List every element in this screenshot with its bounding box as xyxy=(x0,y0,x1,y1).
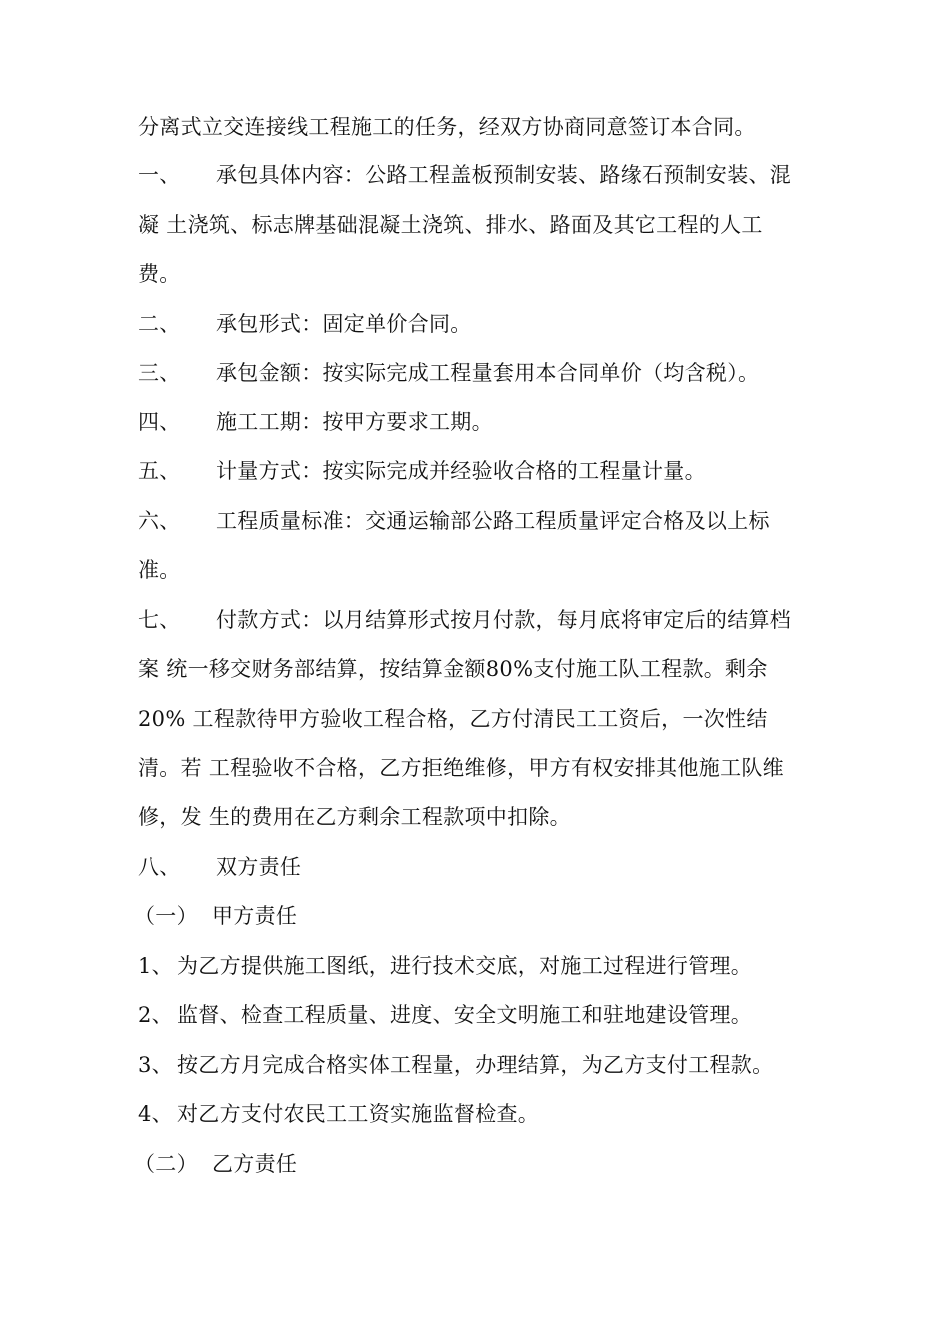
clause-number: 三、 xyxy=(138,361,181,385)
clause-7-line-4: 清。若 工程验收不合格，乙方拒绝维修，甲方有权安排其他施工队维 xyxy=(138,756,784,780)
clause-5 xyxy=(138,457,706,485)
clause-number: 一、 xyxy=(138,163,181,187)
clause-text: 承包形式：固定单价合同。 xyxy=(216,312,472,336)
clause-6-line-2: 准。 xyxy=(138,558,181,582)
clause-4 xyxy=(138,408,493,436)
clause-number: 五、 xyxy=(138,459,181,483)
item-text: 对乙方支付农民工工资实施监督检查。 xyxy=(177,1102,540,1126)
clause-text: 双方责任 xyxy=(216,855,302,879)
clause-1-line-3: 费。 xyxy=(138,262,181,286)
clause-number: 六、 xyxy=(138,509,181,533)
item-number: 1、 xyxy=(138,954,173,978)
intro-line: 分离式立交连接线工程施工的任务，经双方协商同意签订本合同。 xyxy=(138,115,756,139)
clause-3 xyxy=(138,359,759,387)
clause-1-line-2: 凝 土浇筑、标志牌基础混凝土浇筑、排水、路面及其它工程的人工 xyxy=(138,213,763,237)
clause-7-line-1 xyxy=(138,606,791,634)
item-number: 3、 xyxy=(138,1053,173,1077)
party-b-heading xyxy=(134,1150,298,1178)
clause-7-line-2: 案 统一移交财务部结算，按结算金额80%支付施工队工程款。剩余 xyxy=(138,657,768,681)
party-a-item-1 xyxy=(138,952,752,980)
clause-number: 八、 xyxy=(138,855,181,879)
party-a-item-3 xyxy=(138,1051,773,1079)
clause-7-line-3: 20% 工程款待甲方验收工程合格，乙方付清民工工资后，一次性结 xyxy=(138,707,768,731)
clause-number: 七、 xyxy=(138,608,181,632)
party-a-item-4 xyxy=(138,1100,539,1128)
clause-number: 二、 xyxy=(138,312,181,336)
clause-7-line-5: 修，发 生的费用在乙方剩余工程款项中扣除。 xyxy=(138,805,571,829)
clause-2 xyxy=(138,310,472,338)
section-number: （一） xyxy=(134,904,198,928)
section-number: （二） xyxy=(134,1152,198,1176)
party-a-heading xyxy=(134,902,298,930)
clause-text: 付款方式：以月结算形式按月付款，每月底将审定后的结算档 xyxy=(216,608,792,632)
section-title: 甲方责任 xyxy=(212,904,298,928)
clause-text: 工程质量标准：交通运输部公路工程质量评定合格及以上标 xyxy=(216,509,770,533)
clause-text: 承包金额：按实际完成工程量套用本合同单价（均含税）。 xyxy=(216,361,760,385)
item-text: 为乙方提供施工图纸，进行技术交底，对施工过程进行管理。 xyxy=(177,954,753,978)
item-text: 监督、检查工程质量、进度、安全文明施工和驻地建设管理。 xyxy=(177,1003,753,1027)
item-number: 4、 xyxy=(138,1102,173,1126)
clause-1-line-1 xyxy=(138,161,791,189)
item-text: 按乙方月完成合格实体工程量，办理结算，为乙方支付工程款。 xyxy=(177,1053,774,1077)
section-title: 乙方责任 xyxy=(212,1152,298,1176)
clause-8 xyxy=(138,853,301,881)
clause-6-line-1 xyxy=(138,507,770,535)
clause-text: 计量方式：按实际完成并经验收合格的工程量计量。 xyxy=(216,459,706,483)
item-number: 2、 xyxy=(138,1003,173,1027)
party-a-item-2 xyxy=(138,1001,752,1029)
clause-text: 施工工期：按甲方要求工期。 xyxy=(216,410,493,434)
clause-number: 四、 xyxy=(138,410,181,434)
clause-text: 承包具体内容：公路工程盖板预制安装、路缘石预制安装、混 xyxy=(216,163,792,187)
